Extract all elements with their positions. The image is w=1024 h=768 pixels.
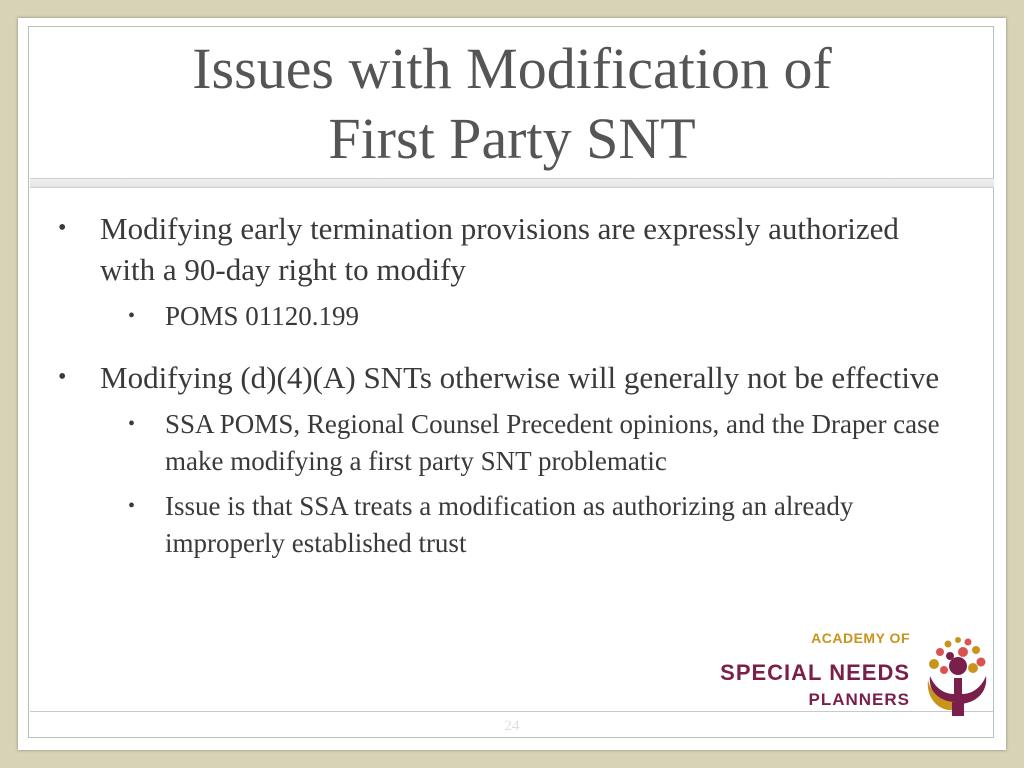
bullet-text: Modifying early termination provisions are expressly authorized with a 90-day right to modify — [100, 211, 899, 287]
title-line-1: Issues with Modification of — [192, 36, 832, 101]
bullet-icon: • — [128, 413, 136, 435]
tree-hands-icon — [918, 630, 998, 720]
sub-bullet-item — [58, 298, 958, 335]
sub-bullet-item — [58, 488, 958, 562]
bullet-text: Modifying (d)(4)(A) SNTs otherwise will generally not be effective — [100, 360, 940, 395]
logo-line-3: PLANNERS — [808, 690, 910, 709]
bullet-icon: • — [128, 495, 136, 517]
sub-bullet-text: Issue is that SSA treats a modification as authorizing an already improperly established trust — [165, 491, 854, 558]
sub-bullet-text: POMS 01120.199 — [165, 301, 360, 331]
page-number: 24 — [504, 718, 520, 734]
sub-bullet-text: SSA POMS, Regional Counsel Precedent opinions, and the Draper case make modifying a first party SNT problematic — [165, 409, 940, 476]
slide-title — [18, 34, 1006, 174]
sub-bullet-item — [58, 406, 958, 480]
logo-line-1: ACADEMY OF — [811, 630, 910, 646]
slide — [18, 18, 1006, 750]
bullet-icon: • — [128, 305, 136, 327]
slide-content — [58, 208, 958, 562]
title-line-2: First Party SNT — [328, 106, 696, 171]
bullet-item — [58, 357, 958, 398]
logo-line-2: SPECIAL NEEDS — [720, 660, 910, 685]
bullet-item — [58, 208, 958, 290]
organization-logo — [708, 630, 998, 720]
logo-text — [720, 630, 910, 710]
bullet-icon: • — [58, 215, 67, 241]
title-divider — [30, 178, 994, 188]
bullet-icon: • — [58, 364, 67, 390]
